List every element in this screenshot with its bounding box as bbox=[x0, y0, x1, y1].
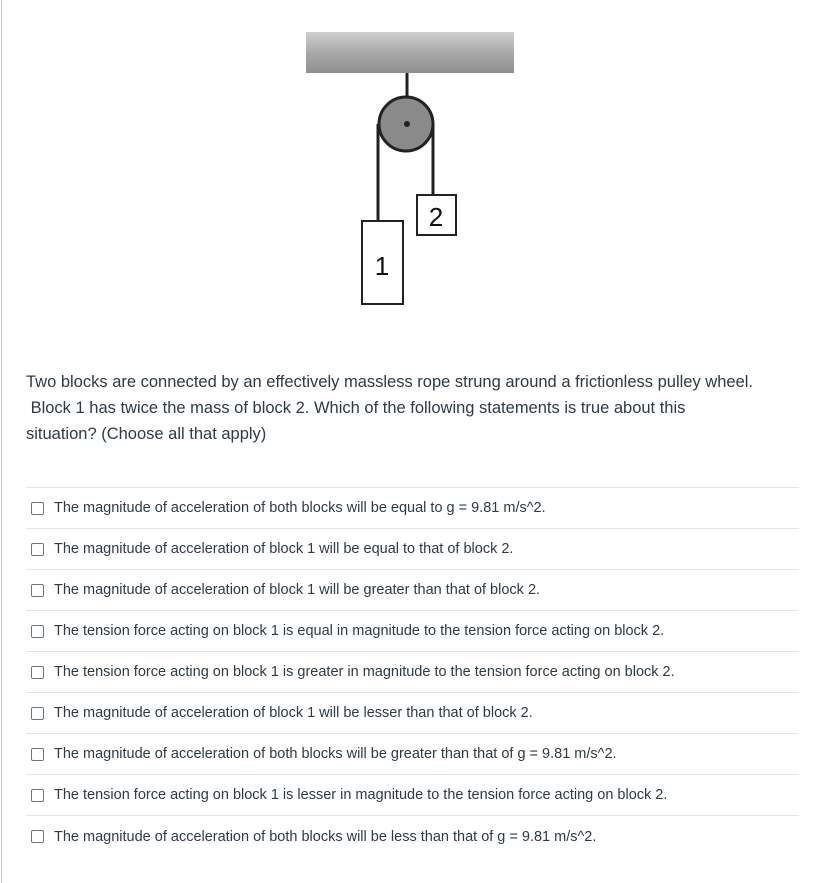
answer-label: The tension force acting on block 1 is greater in magnitude to the tension force acting on block 2. bbox=[54, 664, 675, 680]
question-prompt bbox=[26, 369, 806, 447]
answer-option[interactable] bbox=[26, 611, 799, 652]
answer-option[interactable] bbox=[26, 816, 799, 857]
answer-label: The magnitude of acceleration of block 1 will be equal to that of block 2. bbox=[54, 541, 514, 557]
answer-label: The magnitude of acceleration of both blocks will be equal to g = 9.81 m/s^2. bbox=[54, 500, 546, 516]
answer-option[interactable] bbox=[26, 529, 799, 570]
answer-list bbox=[26, 487, 799, 857]
block-1-label: 1 bbox=[374, 251, 390, 281]
answer-option[interactable] bbox=[26, 652, 799, 693]
answer-checkbox[interactable] bbox=[31, 502, 44, 515]
answer-label: The tension force acting on block 1 is lesser in magnitude to the tension force acting on block 2. bbox=[54, 787, 668, 803]
answer-checkbox[interactable] bbox=[31, 748, 44, 761]
answer-checkbox[interactable] bbox=[31, 789, 44, 802]
answer-option[interactable] bbox=[26, 775, 799, 816]
answer-option[interactable] bbox=[26, 570, 799, 611]
pulley-diagram-svg bbox=[300, 28, 525, 313]
answer-label: The magnitude of acceleration of block 1 will be greater than that of block 2. bbox=[54, 582, 541, 598]
question-line: Block 1 has twice the mass of block 2. Which of the following statements is true about this bbox=[26, 399, 686, 417]
page-left-border bbox=[1, 0, 2, 883]
answer-label: The magnitude of acceleration of block 1 will be lesser than that of block 2. bbox=[54, 705, 533, 721]
answer-checkbox[interactable] bbox=[31, 666, 44, 679]
answer-label: The tension force acting on block 1 is equal in magnitude to the tension force acting on block 2. bbox=[54, 623, 665, 639]
pulley-diagram bbox=[300, 28, 525, 313]
pulley-axle bbox=[404, 121, 410, 127]
block-2-label: 2 bbox=[428, 202, 444, 232]
ceiling bbox=[306, 32, 514, 73]
answer-checkbox[interactable] bbox=[31, 584, 44, 597]
answer-option[interactable] bbox=[26, 734, 799, 775]
answer-checkbox[interactable] bbox=[31, 543, 44, 556]
answer-checkbox[interactable] bbox=[31, 707, 44, 720]
answer-option[interactable] bbox=[26, 488, 799, 529]
answer-label: The magnitude of acceleration of both blocks will be less than that of g = 9.81 m/s^2. bbox=[54, 828, 597, 845]
answer-option[interactable] bbox=[26, 693, 799, 734]
question-line: Two blocks are connected by an effectively massless rope strung around a frictionless pulley wheel. bbox=[26, 373, 753, 391]
answer-label: The magnitude of acceleration of both blocks will be greater than that of g = 9.81 m/s^2. bbox=[54, 746, 617, 762]
question-line: situation? (Choose all that apply) bbox=[26, 425, 267, 443]
answer-checkbox[interactable] bbox=[31, 830, 44, 843]
answer-checkbox[interactable] bbox=[31, 625, 44, 638]
